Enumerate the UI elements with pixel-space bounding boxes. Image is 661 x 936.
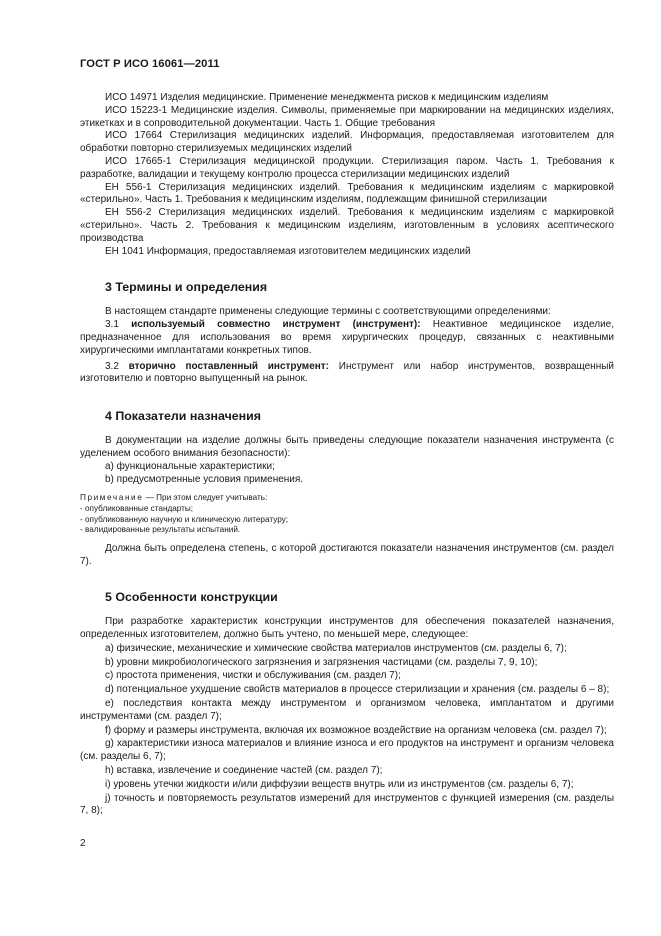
reference-item: ИСО 17664 Стерилизация медицинских изделий. Информация, предоставляемая изготовителем для обработки повторно стерилизуемых медицинских изделий [80,130,614,155]
note-item: - опубликованную научную и клиническую литературу; [80,514,289,524]
list-item: b) предусмотренные условия применения. [105,473,304,485]
document-code-header: ГОСТ Р ИСО 16061—2011 [80,58,220,70]
reference-item: ЕН 1041 Информация, предоставляемая изготовителем медицинских изделий [105,245,471,257]
term-definition: Неактивное медицинское изделие, предназначенное для использования во время хирургических процедур, связанных с неактивными хирургическими имплантатами конкретных типов. [80,319,614,356]
term-3-2 [80,361,614,387]
section-4-closing: Должна быть определена степень, с которой достигаются показатели назначения инструментов (см. раздел 7). [80,542,614,567]
note-heading [80,493,614,504]
list-item: g) характеристики износа материалов и влияние износа и его продуктов на инструмент и организм человека (см. разделы 6, 7); [80,738,614,763]
list-item: e) последствия контакта между инструментом и организмом человека, имплантатом и другими инструментами (см. раздел 7); [80,698,614,722]
list-item: d) потенциальное ухудшение свойств материалов в процессе стерилизации и хранения (см. разделы 6 – 8); [105,684,610,696]
list-item: i) уровень утечки жидкости и/или диффузии веществ внутрь или из инструментов (см. разделы 6, 7); [105,778,574,790]
reference-item: ИСО 14971 Изделия медицинские. Применение менеджмента рисков к медицинским изделиям [105,92,549,103]
reference-item: ЕН 556-2 Стерилизация медицинских изделий. Требования к медицинским изделиям с маркировкой «стерильно». Часть 2. Требования к медицинским изделиям, изготовленным в условиях асептического производства [80,207,614,244]
note-label: Примечание [80,493,144,503]
term-number: 3.2 [105,360,129,372]
term-name: используемый совместно инструмент (инструмент): [131,319,421,331]
note-text: — При этом следует учитывать: [143,493,268,503]
page-number: 2 [80,838,86,849]
note-block [80,493,614,535]
list-item: а) физические, механические и химические свойства материалов инструментов (см. разделы 6, 7); [105,642,567,654]
term-definition: Инструмент или набор инструментов, возвращенный изготовителю и повторно выпущенный на рынок. [80,360,614,385]
section-5-title: 5 Особенности конструкции [105,590,278,605]
list-item: j) точность и повторяемость результатов измерений для инструментов с функцией измерения (см. разделы 7, 8); [80,792,614,817]
section-5-intro: При разработке характеристик конструкции инструментов для обеспечения показателей назначения, определенных изготовителем, должно быть учтено, по меньшей мере, следующее: [80,616,614,641]
term-3-1 [80,319,614,357]
term-name: вторично поставленный инструмент: [128,360,330,372]
section-4-title: 4 Показатели назначения [105,409,261,424]
list-item: b) уровни микробиологического загрязнения и загрязнения частицами (см. разделы 7, 9, 10); [105,656,538,668]
list-item: f) форму и размеры инструмента, включая их возможное воздействие на организм человека (см. раздел 7); [105,724,607,736]
page-content [80,92,614,818]
list-item: c) простота применения, чистки и обслуживания (см. раздел 7); [105,670,401,682]
section-3-intro: В настоящем стандарте применены следующие термины с соответствующими определениями: [105,306,551,318]
reference-item: ИСО 17665-1 Стерилизация медицинской продукции. Стерилизация паром. Часть 1. Требования к разработке, валидации и текущему контролю процесса стерилизации медицинских изделий [80,155,614,180]
note-item: - валидированные результаты испытаний. [80,525,241,535]
section-4-intro: В документации на изделие должны быть приведены следующие показатели назначения инструмента (с уделением особого внимания безопасности): [80,435,614,459]
reference-item: ИСО 15223-1 Медицинские изделия. Символы, применяемые при маркировании на медицинских изделиях, этикетках и в сопроводительной документации. Часть 1. Общие требования [80,104,614,129]
list-item: а) функциональные характеристики; [105,460,275,472]
normative-references [80,92,614,258]
reference-item: ЕН 556-1 Стерилизация медицинских изделий. Требования к медицинским изделиям с маркировкой «стерильно». Часть 1. Требования к медицинским изделиям, подлежащим финишной стерилизации [80,181,614,206]
note-item: - опубликованные стандарты; [80,503,194,513]
list-item: h) вставка, извлечение и соединение частей (см. раздел 7); [105,765,383,777]
term-number: 3.1 [105,319,132,331]
section-3-title: 3 Термины и определения [105,280,268,295]
